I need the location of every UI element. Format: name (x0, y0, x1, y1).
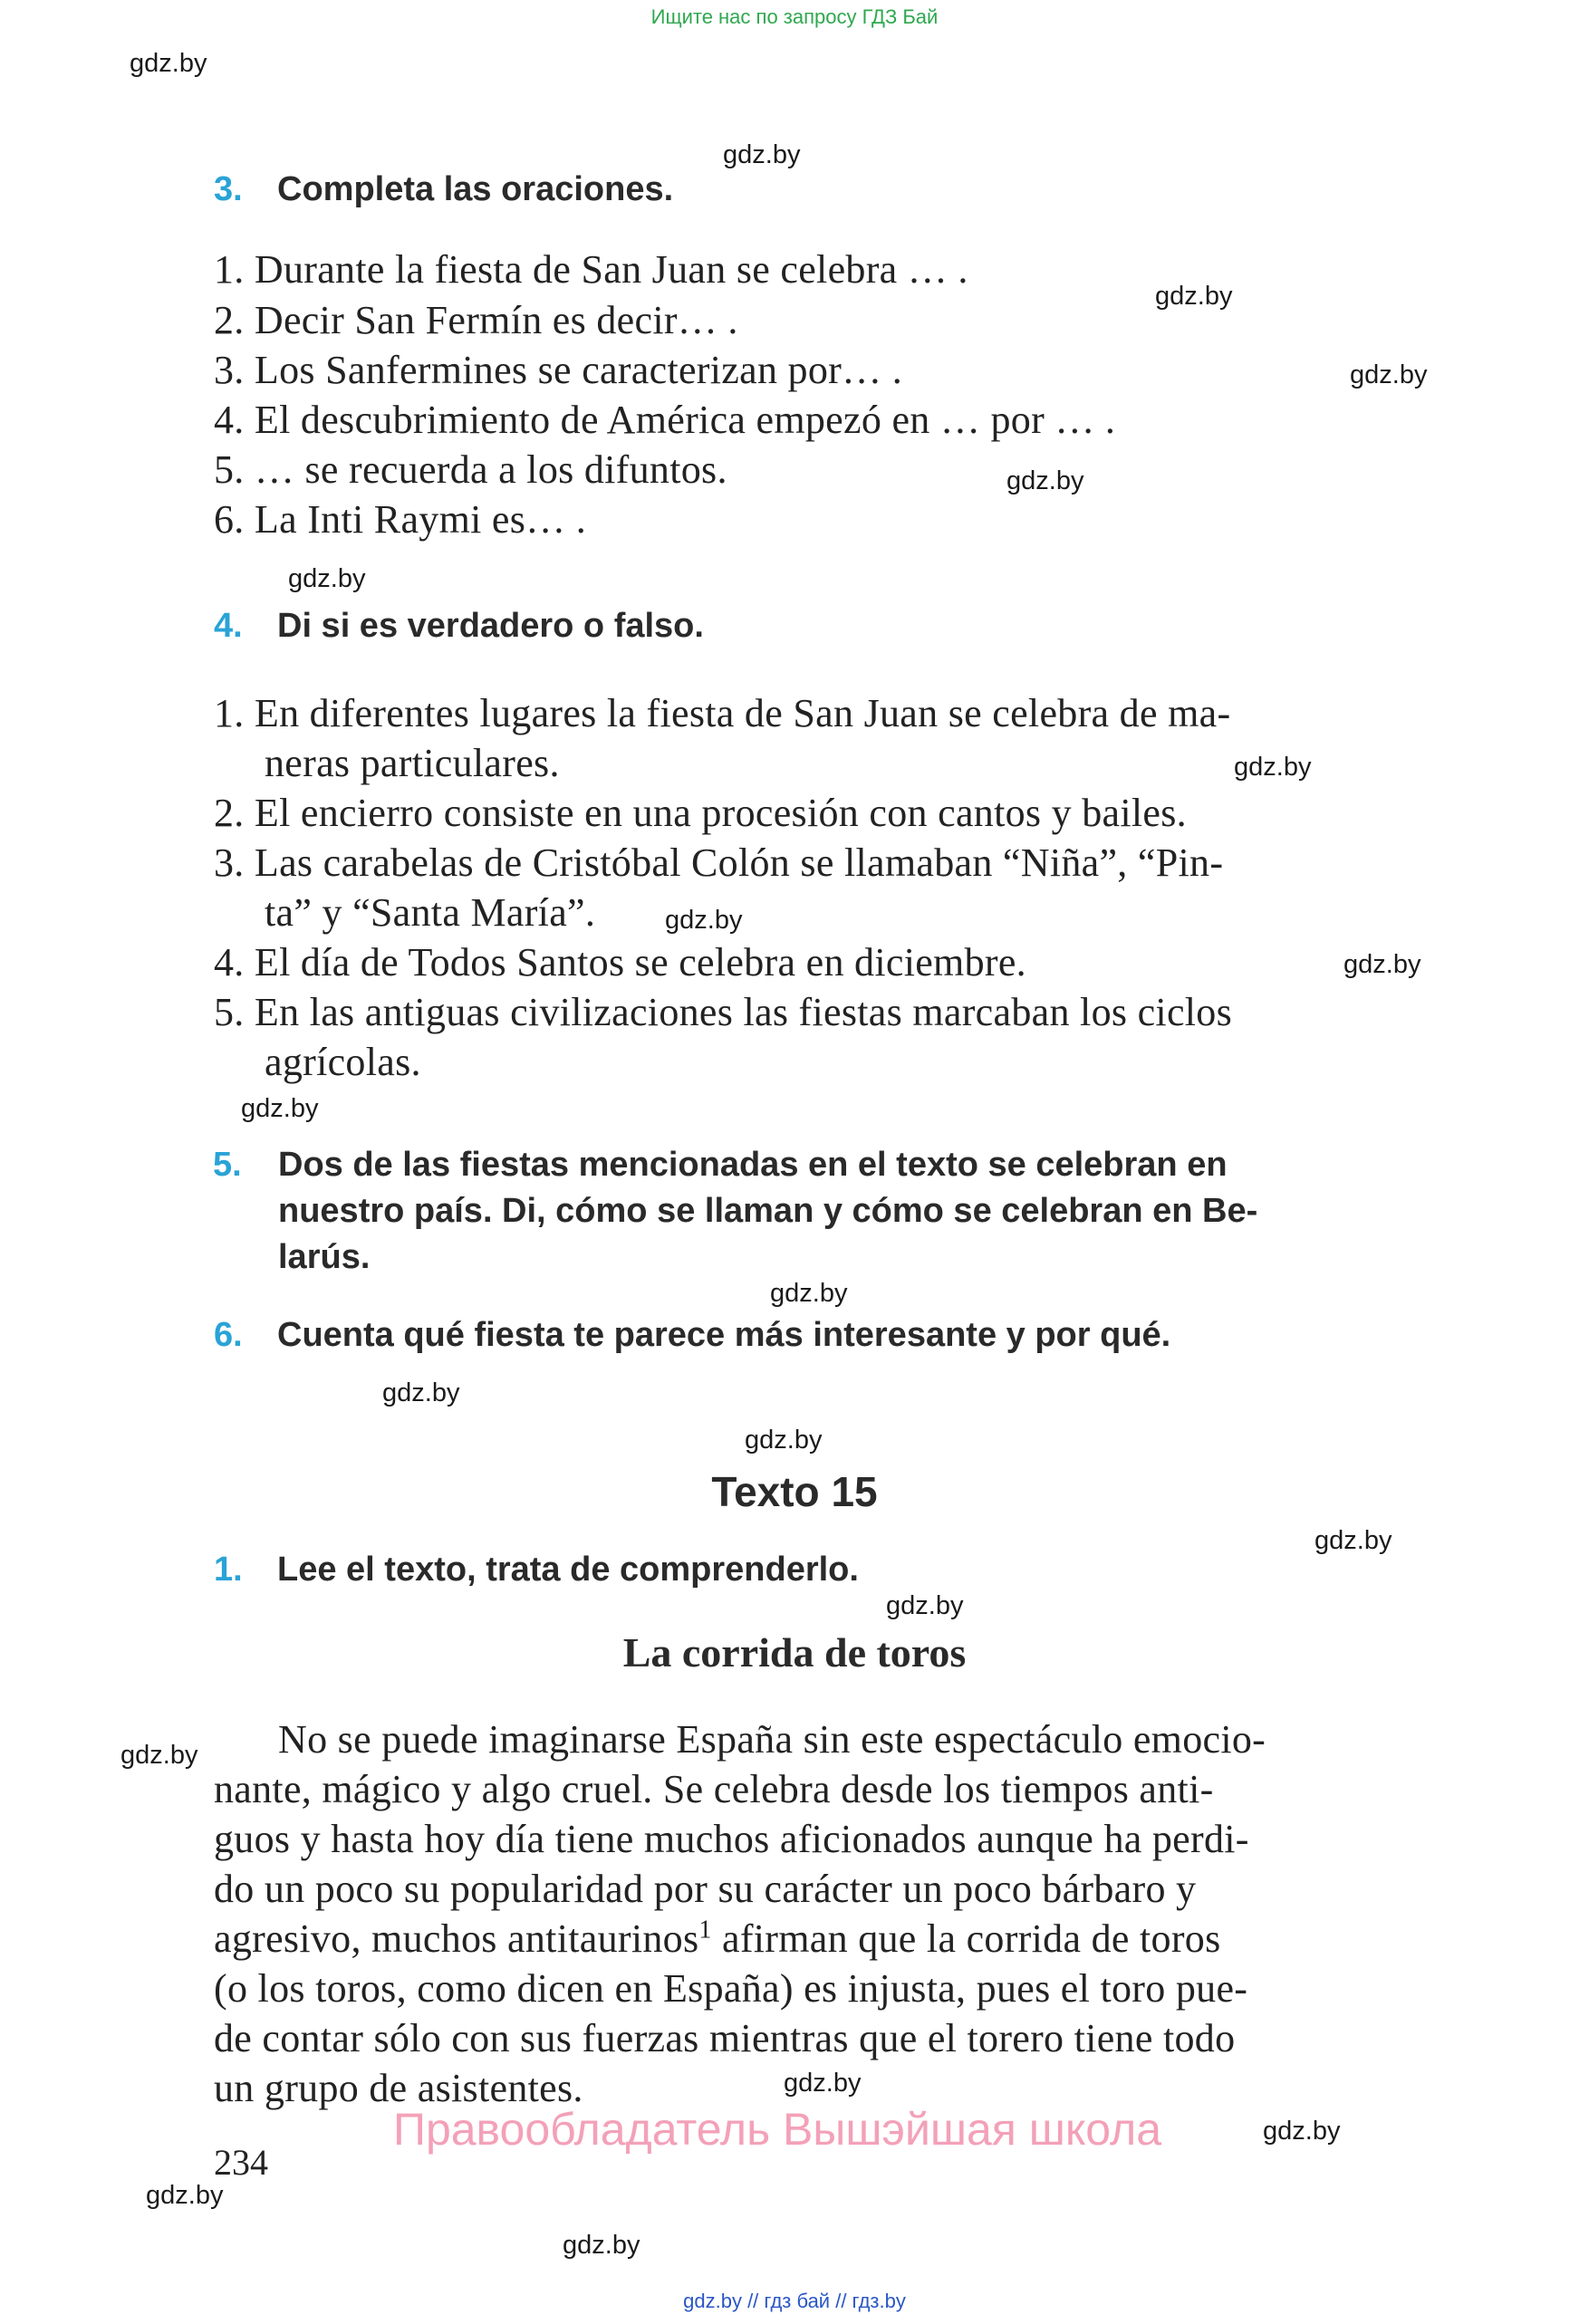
watermark: gdz.by (1155, 282, 1233, 311)
watermark: gdz.by (563, 2231, 640, 2260)
task-title: Completa las oraciones. (277, 170, 674, 208)
text-heading: Texto 15 (711, 1468, 878, 1515)
watermark: gdz.by (886, 1591, 964, 1620)
list-item: 4. El descubrimiento de América empezó en … por … . (214, 398, 1116, 442)
rights-holder: Правообладатель Вышэйшая школа (393, 2104, 1161, 2155)
watermark: gdz.by (784, 2069, 862, 2098)
footnote-marker: 1 (698, 1916, 712, 1945)
paragraph-segment: agresivo, muchos antitaurinos (214, 1916, 699, 1961)
watermark: gdz.by (1350, 360, 1428, 389)
watermark: gdz.by (723, 140, 801, 169)
list-item: 1. Durante la fiesta de San Juan se celebra … . (214, 247, 968, 292)
task-text-line: nuestro país. Di, cómo se llaman y cómo se celebran en Be- (278, 1192, 1258, 1230)
task-text-line: larús. (278, 1238, 371, 1276)
task-number: 3. (214, 170, 243, 208)
paragraph-line: guos y hasta hoy día tiene muchos aficionados aunque ha perdi- (214, 1817, 1249, 1861)
task-title: Lee el texto, trata de comprenderlo. (277, 1551, 859, 1589)
paragraph-segment: afirman que la corrida de toros (711, 1916, 1221, 1961)
page-number: 234 (214, 2142, 268, 2183)
task-text-line: Dos de las fiestas mencionadas en el texto se celebran en (278, 1146, 1228, 1184)
list-item: 4. El día de Todos Santos se celebra en diciembre. (214, 940, 1026, 984)
watermark: gdz.by (1234, 753, 1312, 782)
paragraph-line: (o los toros, como dicen en España) es injusta, pues el toro pue- (214, 1966, 1248, 2011)
task-5 (213, 1146, 1427, 1284)
watermark: gdz.by (1006, 466, 1084, 495)
top-banner: Ищите нас по запросу ГДЗ Бай (650, 5, 939, 28)
list-item: 5. … se recuerda a los difuntos. (214, 447, 727, 492)
list-item-continuation: ta” y “Santa María”. (265, 890, 596, 935)
list-item: 1. En diferentes lugares la fiesta de San Juan se celebra de ma- (214, 691, 1231, 735)
list-item-continuation: neras particulares. (265, 741, 560, 785)
watermark: gdz.by (1343, 950, 1421, 979)
list-item: 2. El encierro consiste en una procesión con cantos y bailes. (214, 791, 1187, 835)
list-item-continuation: agrícolas. (265, 1040, 421, 1084)
list-item: 3. Las carabelas de Cristóbal Colón se llamaban “Niña”, “Pin- (214, 840, 1224, 885)
watermark: gdz.by (288, 564, 366, 593)
watermark: gdz.by (382, 1378, 460, 1407)
paragraph-line: do un poco su popularidad por su carácter un poco bárbaro y (214, 1867, 1197, 1911)
paragraph-line: No se puede imaginarse España sin este espectáculo emocio- (278, 1717, 1266, 1762)
task-title: Di si es verdadero o falso. (277, 607, 704, 645)
watermark: gdz.by (1263, 2117, 1341, 2146)
task-title: Cuenta qué fiesta te parece más interesante y por qué. (277, 1316, 1171, 1354)
task-number: 4. (214, 607, 243, 645)
watermark: gdz.by (1315, 1526, 1392, 1555)
list-item: 3. Los Sanfermines se caracterizan por… . (214, 348, 902, 392)
task-6-heading (214, 1316, 1170, 1355)
watermark: gdz.by (770, 1279, 848, 1308)
task-number: 6. (214, 1316, 243, 1354)
footer-links: gdz.by // гдз бай // гдз.by (683, 2290, 906, 2312)
watermark: gdz.by (146, 2181, 224, 2210)
paragraph-line: un grupo de asistentes. (214, 2066, 583, 2110)
task-1-heading (214, 1551, 859, 1589)
watermark: gdz.by (665, 906, 743, 935)
task-3-heading (214, 170, 673, 209)
paragraph-line (214, 1916, 1221, 1962)
reading-title: La corrida de toros (622, 1629, 967, 1676)
list-item: 6. La Inti Raymi es… . (214, 497, 587, 542)
list-item: 5. En las antiguas civilizaciones las fiestas marcaban los ciclos (214, 990, 1233, 1034)
watermark: gdz.by (241, 1094, 319, 1123)
task-4-heading (214, 607, 704, 646)
watermark: gdz.by (120, 1741, 198, 1770)
paragraph-line: nante, mágico y algo cruel. Se celebra desde los tiempos anti- (214, 1767, 1214, 1811)
list-item: 2. Decir San Fermín es decir… . (214, 298, 738, 342)
task-number: 1. (214, 1551, 243, 1589)
watermark: gdz.by (130, 49, 207, 78)
paragraph-line: de contar sólo con sus fuerzas mientras que el torero tiene todo (214, 2016, 1236, 2060)
task-number: 5. (213, 1146, 242, 1184)
watermark: gdz.by (745, 1426, 823, 1455)
